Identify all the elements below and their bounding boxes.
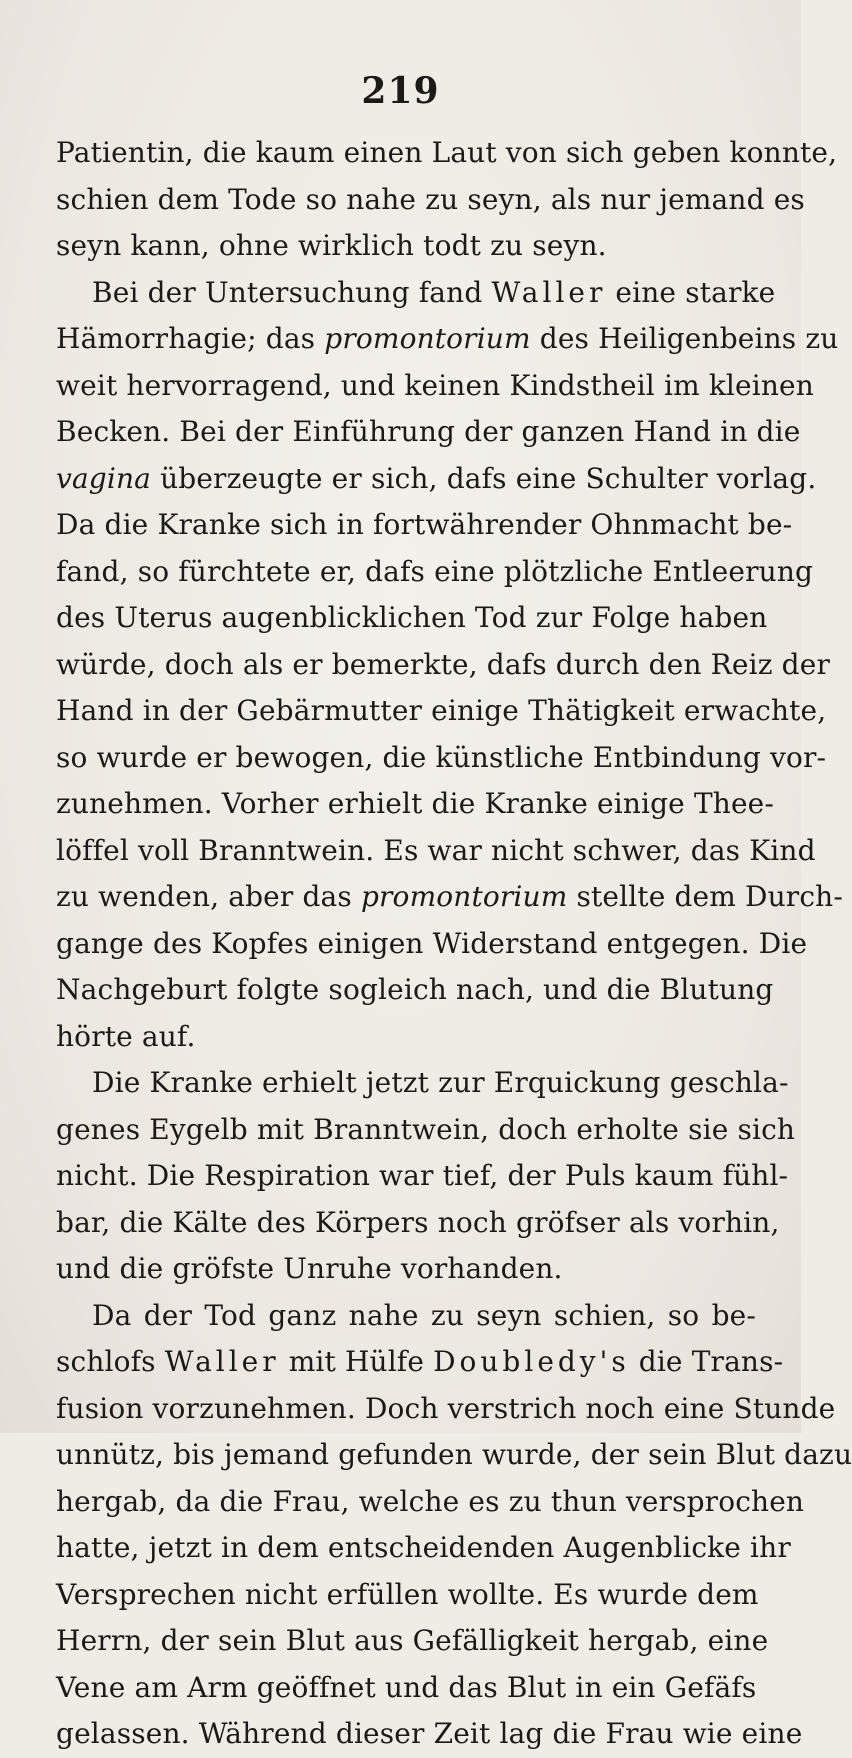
text-line: fand, so fürchtete er, dafs eine plötzliche Entleerung [56,554,814,588]
text-line: unnütz, bis jemand gefunden wurde, der sein Blut dazu [56,1438,852,1471]
text-line: so wurde er bewogen, die künstliche Entbindung vor- [56,740,827,774]
text-line: schien dem Tode so nahe zu seyn, als nur jemand es [56,182,805,216]
text-line: Versprechen nicht erfüllen wollte. Es wurde dem [56,1577,759,1611]
latin-term: promontorium [324,322,531,355]
text-line: hörte auf. [56,1019,196,1053]
text-line: des Uterus augenblicklichen Tod zur Folge haben [56,601,768,634]
text-line: Hämorrhagie; das promontorium des Heiligenbeins zu [56,322,839,355]
text-line: fusion vorzunehmen. Doch verstrich noch eine Stunde [56,1391,836,1425]
text-line: Die Kranke erhielt jetzt zur Erquickung geschla- [92,1066,789,1099]
latin-term: vagina [56,461,152,495]
text-line: Patientin, die kaum einen Laut von sich geben konnte, [56,136,838,169]
person-name: Waller [164,1345,280,1378]
text-line: Bei der Untersuchung fand Waller eine starke [92,275,776,309]
text-line: Hand in der Gebärmutter einige Thätigkeit erwachte, [56,694,827,727]
text-line: zunehmen. Vorher erhielt die Kranke einige Thee- [56,787,775,820]
text-line: hergab, da die Frau, welche es zu thun versprochen [56,1484,805,1518]
text-line: Nachgeburt folgte sogleich nach, und die Blutung [56,973,774,1006]
latin-term: promontorium [360,880,568,913]
text-line: gelassen. Während dieser Zeit lag die Frau wie eine [56,1717,803,1750]
person-name: Doubledy's [433,1345,630,1378]
text-line: nicht. Die Respiration war tief, der Puls kaum fühl- [56,1159,789,1192]
text-line: schlofs Waller mit Hülfe Doubledy's die Trans- [56,1345,784,1378]
page-number: 219 [361,70,440,112]
text-body [56,130,852,1758]
text-line: Da der Tod ganz nahe zu seyn schien, so be- [92,1298,756,1332]
text-line: Herrn, der sein Blut aus Gefälligkeit hergab, eine [56,1624,769,1657]
person-name: Waller [491,275,607,309]
text-line: zu wenden, aber das promontorium stellte dem Durch- [56,880,843,913]
text-line: hatte, jetzt in dem entscheidenden Augenblicke ihr [56,1531,791,1564]
text-line: und die gröfste Unruhe vorhanden. [56,1252,563,1285]
text-line: weit hervorragend, und keinen Kindstheil im kleinen [56,368,814,402]
text-line: seyn kann, ohne wirklich todt zu seyn. [56,229,607,262]
text-line: Vene am Arm geöffnet und das Blut in ein Gefäfs [56,1670,757,1704]
text-line: gange des Kopfes einigen Widerstand entgegen. Die [56,926,808,960]
text-line: vagina überzeugte er sich, dafs eine Schulter vorlag. [56,461,817,495]
text-line: würde, doch als er bemerkte, dafs durch den Reiz der [56,647,831,681]
text-line: löffel voll Branntwein. Es war nicht schwer, das Kind [56,833,816,867]
text-line: Becken. Bei der Einführung der ganzen Hand in die [56,415,801,448]
text-line: Da die Kranke sich in fortwährender Ohnmacht be- [56,508,793,541]
text-line: genes Eygelb mit Branntwein, doch erholte sie sich [56,1112,796,1146]
text-line: bar, die Kälte des Körpers noch gröfser als vorhin, [56,1205,780,1239]
